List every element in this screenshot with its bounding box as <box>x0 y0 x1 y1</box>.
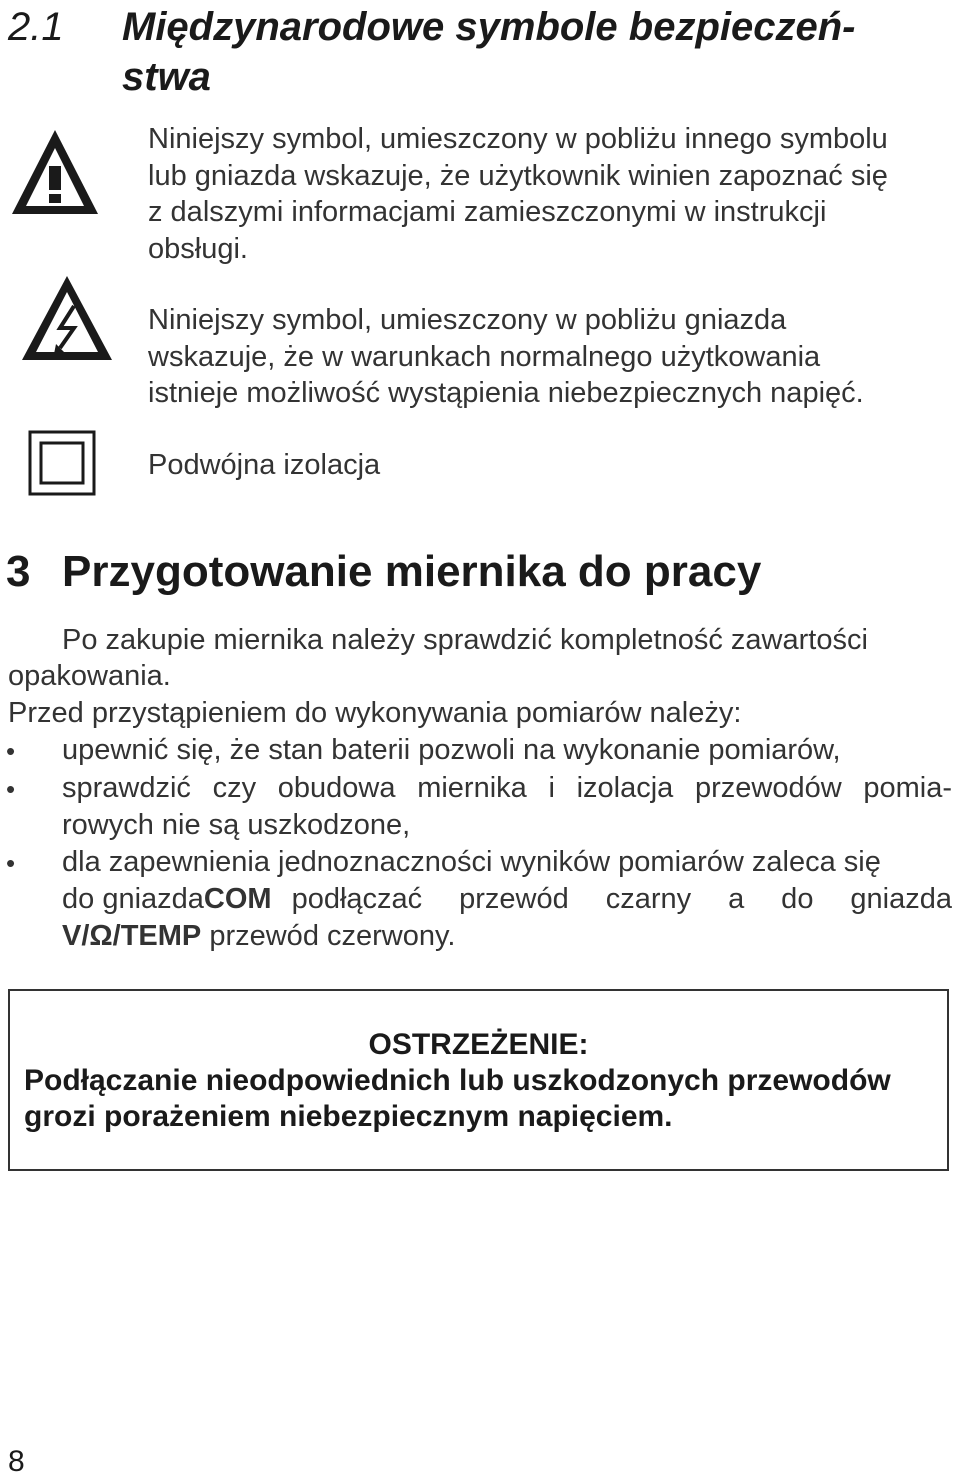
warning-line-2: grozi porażeniem niebezpiecznym napięciem. <box>24 1100 673 1133</box>
bullet-3-line-1: dla zapewnienia jednoznaczności wyników pomiarów zaleca się <box>62 846 881 878</box>
section-number: 2.1 <box>8 5 64 49</box>
v-ohm-temp-socket-label: V/Ω/TEMP <box>62 920 202 952</box>
intro-line-1: Po zakupie miernika należy sprawdzić kompletność zawartości <box>62 624 868 656</box>
bullet-3-line-3 <box>62 918 455 955</box>
com-socket-label: COM <box>203 883 272 915</box>
bullet-2-line-1: sprawdzić czy obudowa miernika i izolacja przewodów pomia- <box>62 772 952 804</box>
text-fragment: przewód czerwony. <box>209 920 456 952</box>
text-fragment: do gniazda <box>62 883 204 915</box>
text-line: z dalszymi informacjami zamieszczonymi w instrukcji <box>148 196 827 228</box>
section-number: 3 <box>6 547 31 596</box>
section-title-line-1: Międzynarodowe symbole bezpieczeń- <box>122 5 856 49</box>
warning-title: OSTRZEŻENIE: <box>368 1028 589 1061</box>
text-line: istnieje możliwość wystąpienia niebezpiecznych napięć. <box>148 377 864 409</box>
section-title-line-2: stwa <box>122 55 211 99</box>
bullet-marker: • <box>6 848 16 878</box>
lead-line: Przed przystąpieniem do wykonywania pomiarów należy: <box>8 697 742 729</box>
text-line: Podwójna izolacja <box>148 449 381 481</box>
bullet-marker: • <box>6 774 16 804</box>
text-line: lub gniazda wskazuje, że użytkownik winien zapoznać się <box>148 159 888 192</box>
section-title: Przygotowanie miernika do pracy <box>62 547 762 596</box>
text-line: Niniejszy symbol, umieszczony w pobliżu innego symbolu <box>148 123 888 155</box>
text-fragment: podłączać przewód czarny a do gniazda <box>291 883 952 915</box>
warning-line-1: Podłączanie nieodpowiednich lub uszkodzonych przewodów <box>24 1064 891 1097</box>
text-line: obsługi. <box>148 232 248 265</box>
bullet-2-line-2: rowych nie są uszkodzone, <box>62 809 411 841</box>
bullet-marker: • <box>6 736 16 766</box>
intro-line-2: opakowania. <box>8 660 171 692</box>
bullet-3-line-2 <box>62 881 952 918</box>
text-line: wskazuje, że w warunkach normalnego użytkowania <box>148 340 821 373</box>
text-line: Niniejszy symbol, umieszczony w pobliżu gniazda <box>148 304 787 336</box>
warning-box <box>8 989 949 1171</box>
bullet-1-line-1: upewnić się, że stan baterii pozwoli na wykonanie pomiarów, <box>62 734 841 766</box>
page-number: 8 <box>8 1445 25 1478</box>
